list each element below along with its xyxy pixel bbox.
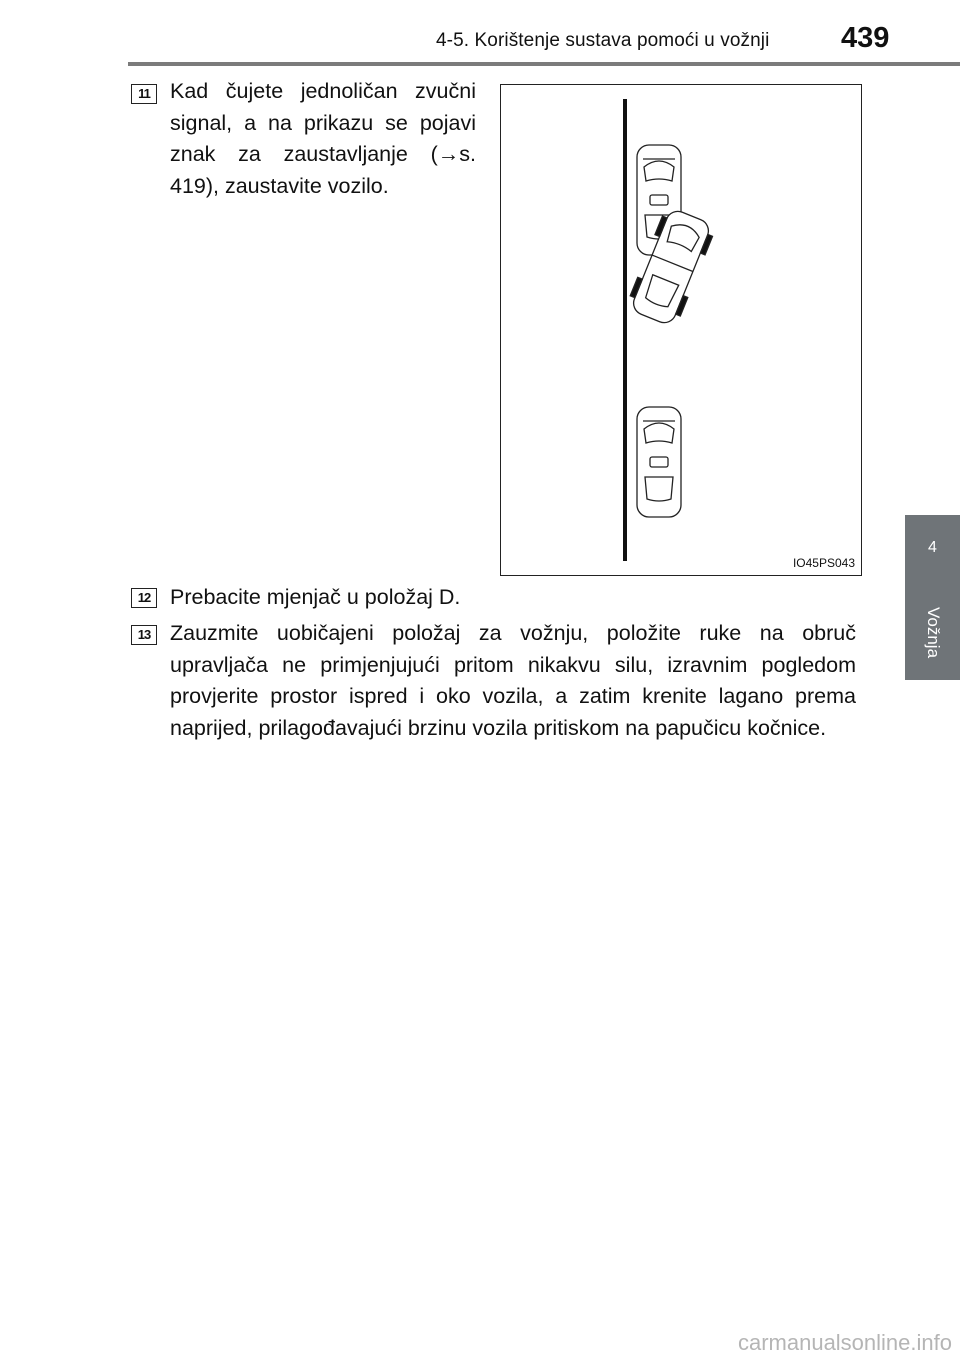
figure-code: IO45PS043 xyxy=(792,556,855,570)
parked-car-rear xyxy=(637,407,681,517)
step-text-12: Prebacite mjenjač u položaj D. xyxy=(170,585,461,609)
chapter-label: Vožnja xyxy=(924,607,943,659)
step-badge-13: 13 xyxy=(131,625,157,645)
header-section-title: 4-5. Korištenje sustava pomoći u vožnji xyxy=(436,30,770,51)
parking-diagram-svg xyxy=(501,85,863,577)
chapter-number: 4 xyxy=(928,539,937,556)
step-badge-12: 12 xyxy=(131,588,157,608)
chapter-side-tab[interactable] xyxy=(905,515,960,680)
step-text-13: Zauzmite uobičajeni položaj za vožnju, položite ruke na obruč upravljača ne primjenjujući pritom nikakvu silu, izravnim pogledom provjerite prostor ispred i oko vozila, a zatim krenite lagano prema naprijed, prilagođavajući brzinu vozila pritiskom na papučicu kočnice. xyxy=(170,621,856,740)
header-rule xyxy=(128,62,960,66)
header-page-number: 439 xyxy=(841,22,890,54)
watermark: carmanualsonline.info xyxy=(737,1330,952,1355)
step-badge-11: 11 xyxy=(131,84,157,104)
step-text-11: Kad čujete jednoličan zvučni signal, a na prikazu se pojavi znak za zaustavljanje (→s. 419), zaustavite vozilo. xyxy=(170,79,476,198)
parking-illustration xyxy=(500,84,862,576)
